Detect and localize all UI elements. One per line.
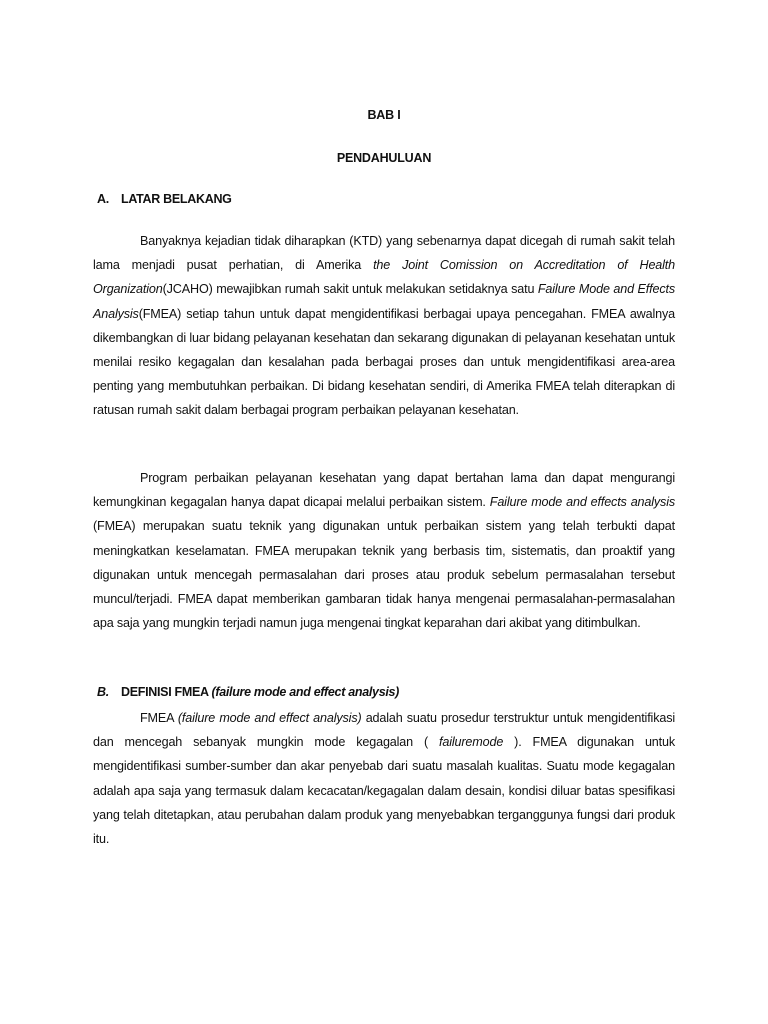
section-b-title: DEFINISI FMEA: [121, 685, 212, 699]
paragraph-2-part-1: Program perbaikan pelayanan kesehatan yang dapat bertahan lama dan dapat mengurangi kemungkinan kegagalan hanya dapat dicapai melalui perbaikan sistem.: [93, 471, 675, 510]
paragraph-3-text: [93, 706, 675, 851]
paragraph-1-italic-1: the Joint Comission on Accreditation of Health Organization: [93, 258, 675, 297]
section-b-heading: [97, 685, 399, 699]
chapter-number: BAB I: [367, 108, 401, 122]
paragraph-latar-belakang-2: [93, 466, 675, 635]
paragraph-2-part-2: (FMEA) merupakan suatu teknik yang digunakan untuk perbaikan sistem yang telah terbukti dapat meningkatkan keselamatan. FMEA merupakan teknik yang berbasis tim, sistematis, dan proaktif yang digunakan untuk mencegah permasalahan dari proses atau produk sebelum permasalahan tersebut muncul/terjadi. FMEA dapat memberikan gambaran tidak hanya mengenai permasalahan-permasalahan apa saja yang mungkin terjadi namun juga mengenai tingkat keparahan dari akibat yang ditimbulkan.: [93, 519, 675, 631]
paragraph-3-part-2: adalah suatu prosedur terstruktur untuk mengidentifikasi dan mencegah sebanyak mungkin mode kegagalan (: [93, 711, 675, 750]
section-a-title: LATAR BELAKANG: [121, 192, 232, 206]
paragraph-2-italic-1: Failure mode and effects analysis: [489, 495, 675, 510]
paragraph-2-text: [93, 466, 675, 635]
section-a-heading: [97, 192, 232, 206]
paragraph-1-text: [93, 229, 675, 423]
paragraph-definisi-fmea: [93, 706, 675, 851]
chapter-title: PENDAHULUAN: [336, 151, 432, 165]
paragraph-3-italic-2: failuremode: [439, 735, 504, 750]
section-b-title-italic: (failure mode and effect analysis): [211, 685, 400, 699]
paragraph-latar-belakang-1: [93, 229, 675, 423]
paragraph-3-part-3: ). FMEA digunakan untuk mengidentifikasi sumber-sumber dan akar penyebab dari suatu masalah kualitas. Suatu mode kegagalan adalah apa saja yang termasuk dalam kecacatan/kegagalan dalam desain, kondisi diluar batas spesifikasi yang telah ditetapkan, atau perubahan dalam produk yang menyebabkan terganggunya fungsi dari produk itu.: [93, 735, 675, 847]
paragraph-1-part-2: (JCAHO) mewajibkan rumah sakit untuk melakukan setidaknya satu: [162, 282, 538, 297]
section-a-letter: A.: [97, 192, 109, 206]
paragraph-1-italic-2: Failure Mode and Effects Analysis: [93, 282, 675, 321]
paragraph-3-part-1: FMEA: [140, 711, 178, 725]
paragraph-3-italic-1: (failure mode and effect analysis): [177, 711, 362, 725]
paragraph-1-part-3: (FMEA) setiap tahun untuk dapat mengidentifikasi berbagai upaya pencegahan. FMEA awalnya dikembangkan di luar bidang pelayanan kesehatan dan sekarang digunakan di pelayanan kesehatan untuk menilai resiko kegagalan dan kesalahan pada berbagai proses dan untuk mengidentifikasi area-area penting yang membutuhkan perbaikan. Di bidang kesehatan sendiri, di Amerika FMEA telah diterapkan di ratusan rumah sakit dalam berbagai program perbaikan pelayanan kesehatan.: [93, 306, 675, 418]
section-b-letter: B.: [97, 685, 109, 699]
paragraph-1-part-1: Banyaknya kejadian tidak diharapkan (KTD) yang sebenarnya dapat dicegah di rumah sakit telah lama menjadi pusat perhatian, di Amerika: [93, 234, 675, 273]
